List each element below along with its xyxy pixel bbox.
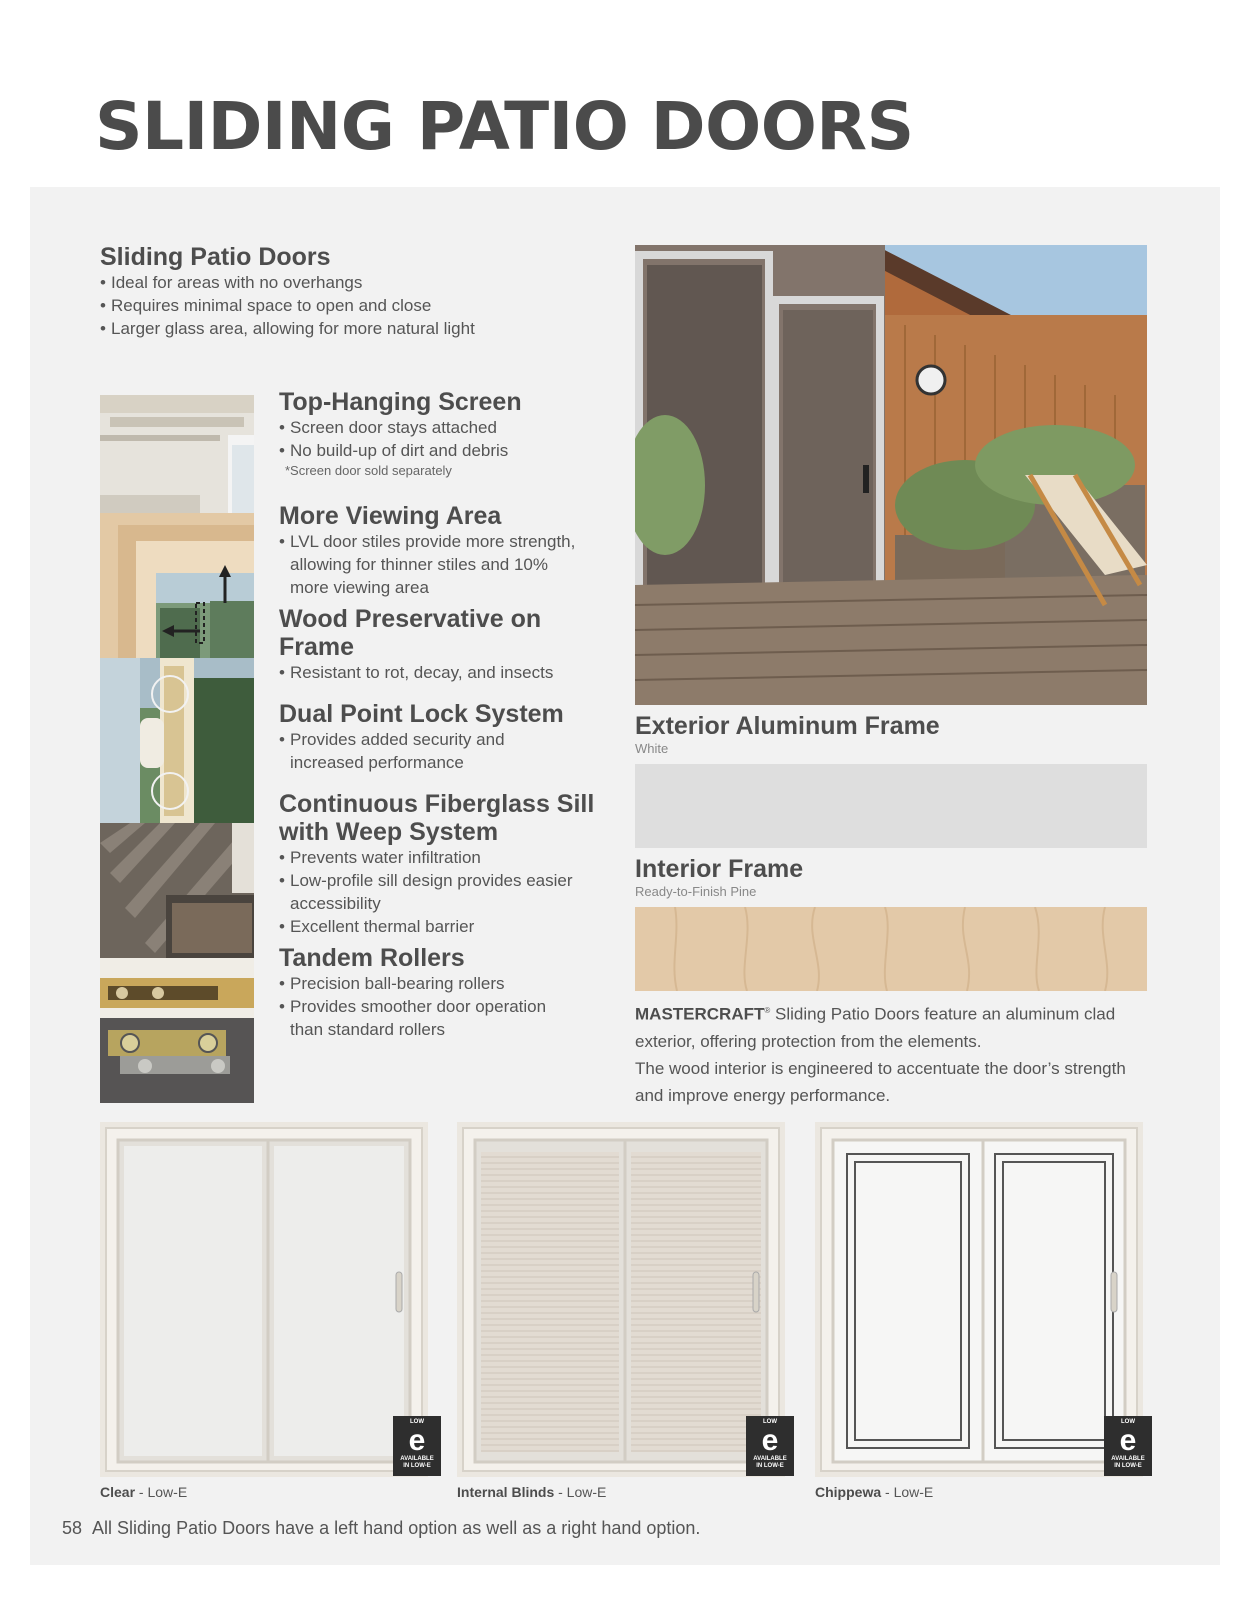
badge-bottom-text: IN LOW-E	[403, 1463, 431, 1469]
exterior-frame-title: Exterior Aluminum Frame	[635, 712, 940, 740]
badge-bottom-text: IN LOW-E	[756, 1463, 784, 1469]
feature-bullet: • Precision ball-bearing rollers	[279, 974, 505, 993]
feature-title: More Viewing Area	[279, 502, 502, 530]
feature-bullet: • Screen door stays attached	[279, 418, 497, 437]
sill-thumbnail	[100, 823, 254, 958]
feature-bullet: • Low-profile sill design provides easier	[279, 871, 573, 890]
door-internal-blinds-image	[457, 1122, 785, 1477]
feature-tandem-rollers	[279, 944, 619, 1041]
features-list	[279, 388, 619, 1047]
feature-bullet-continuation: than standard rollers	[290, 1020, 445, 1039]
description-paragraph-1	[635, 997, 1155, 1055]
feature-thumbnails	[100, 395, 254, 1103]
page-title: SLIDING PATIO DOORS	[95, 88, 914, 165]
feature-bullet-continuation: more viewing area	[290, 578, 429, 597]
interior-frame-title: Interior Frame	[635, 855, 804, 883]
feature-title: Continuous Fiberglass Sill	[279, 790, 595, 818]
feature-dual-point-lock	[279, 700, 619, 774]
footer-note: All Sliding Patio Doors have a left hand option as well as a right hand option.	[92, 1518, 701, 1538]
feature-title: Dual Point Lock System	[279, 700, 564, 728]
badge-bottom-text: AVAILABLE	[1111, 1456, 1145, 1462]
rollers-thumbnail	[100, 958, 254, 1103]
feature-bullet: • Resistant to rot, decay, and insects	[279, 663, 554, 682]
badge-bottom-text: AVAILABLE	[400, 1456, 434, 1462]
description-paragraph-2: The wood interior is engineered to accentuate the door’s strength and improve energy performance.	[635, 1058, 1126, 1105]
badge-e-letter: e	[408, 1424, 426, 1457]
intro-title: Sliding Patio Doors	[100, 243, 331, 271]
door-caption-internal-blinds: Internal Blinds - Low-E	[457, 1484, 607, 1500]
brand-name: MASTERCRAFT	[635, 1004, 765, 1024]
door-chippewa-image	[815, 1122, 1143, 1477]
low-e-badge	[1104, 1416, 1152, 1476]
feature-bullet: • Prevents water infiltration	[279, 848, 481, 867]
exterior-frame-color-name: White	[635, 741, 669, 756]
door-caption-clear: Clear - Low-E	[100, 1484, 188, 1500]
page-number: 58	[62, 1518, 83, 1538]
feature-bullet: • Provides added security and	[279, 730, 505, 749]
description-text: Sliding Patio Doors feature an aluminum clad exterior, offering protection from the elements.	[635, 1004, 1116, 1051]
footer	[62, 1518, 700, 1539]
badge-bottom-text: AVAILABLE	[753, 1456, 787, 1462]
badge-e-letter: e	[761, 1424, 779, 1457]
door-clear-image	[100, 1122, 428, 1477]
exterior-frame-swatch	[635, 764, 1147, 848]
feature-bullet: • Excellent thermal barrier	[279, 917, 475, 936]
feature-wood-preservative	[279, 605, 619, 684]
feature-bullet: • No build-up of dirt and debris	[279, 441, 509, 460]
interior-frame-swatch	[635, 907, 1147, 991]
badge-e-letter: e	[1119, 1424, 1137, 1457]
badge-bottom-text: IN LOW-E	[1114, 1463, 1142, 1469]
feature-bullet: • Provides smoother door operation	[279, 997, 547, 1016]
exterior-frame-section	[635, 712, 1147, 848]
intro-bullet: • Larger glass area, allowing for more natural light	[100, 319, 475, 338]
feature-bullet-continuation: accessibility	[290, 894, 381, 913]
product-description	[635, 997, 1155, 1109]
intro-bullet: • Requires minimal space to open and close	[100, 296, 432, 315]
feature-bullet-continuation: increased performance	[290, 753, 464, 772]
feature-title: Top-Hanging Screen	[279, 388, 522, 416]
feature-viewing-area	[279, 502, 619, 599]
feature-title-continuation: with Weep System	[279, 818, 499, 846]
badge-top-text: LOW	[763, 1419, 777, 1425]
feature-note: *Screen door sold separately	[285, 463, 452, 478]
feature-title: Tandem Rollers	[279, 944, 465, 972]
feature-top-hanging-screen	[279, 388, 619, 480]
viewing-area-thumbnail	[100, 513, 254, 658]
interior-frame-section	[635, 855, 1147, 991]
screen-thumbnail	[100, 395, 254, 513]
badge-top-text: LOW	[410, 1419, 424, 1425]
intro-bullet: • Ideal for areas with no overhangs	[100, 273, 363, 292]
door-caption-chippewa: Chippewa - Low-E	[815, 1484, 934, 1500]
badge-top-text: LOW	[1121, 1419, 1135, 1425]
feature-bullet-continuation: allowing for thinner stiles and 10%	[290, 555, 548, 574]
low-e-badge	[746, 1416, 794, 1476]
feature-fiberglass-sill	[279, 790, 619, 938]
lock-thumbnail	[100, 658, 254, 823]
low-e-badge	[393, 1416, 441, 1476]
hero-photo	[635, 245, 1147, 705]
feature-title: Wood Preservative on	[279, 605, 542, 633]
intro-section	[100, 243, 600, 340]
feature-title-continuation: Frame	[279, 633, 355, 661]
interior-frame-finish-name: Ready-to-Finish Pine	[635, 884, 757, 899]
feature-bullet: • LVL door stiles provide more strength,	[279, 532, 576, 551]
registered-mark: ®	[764, 1006, 771, 1015]
